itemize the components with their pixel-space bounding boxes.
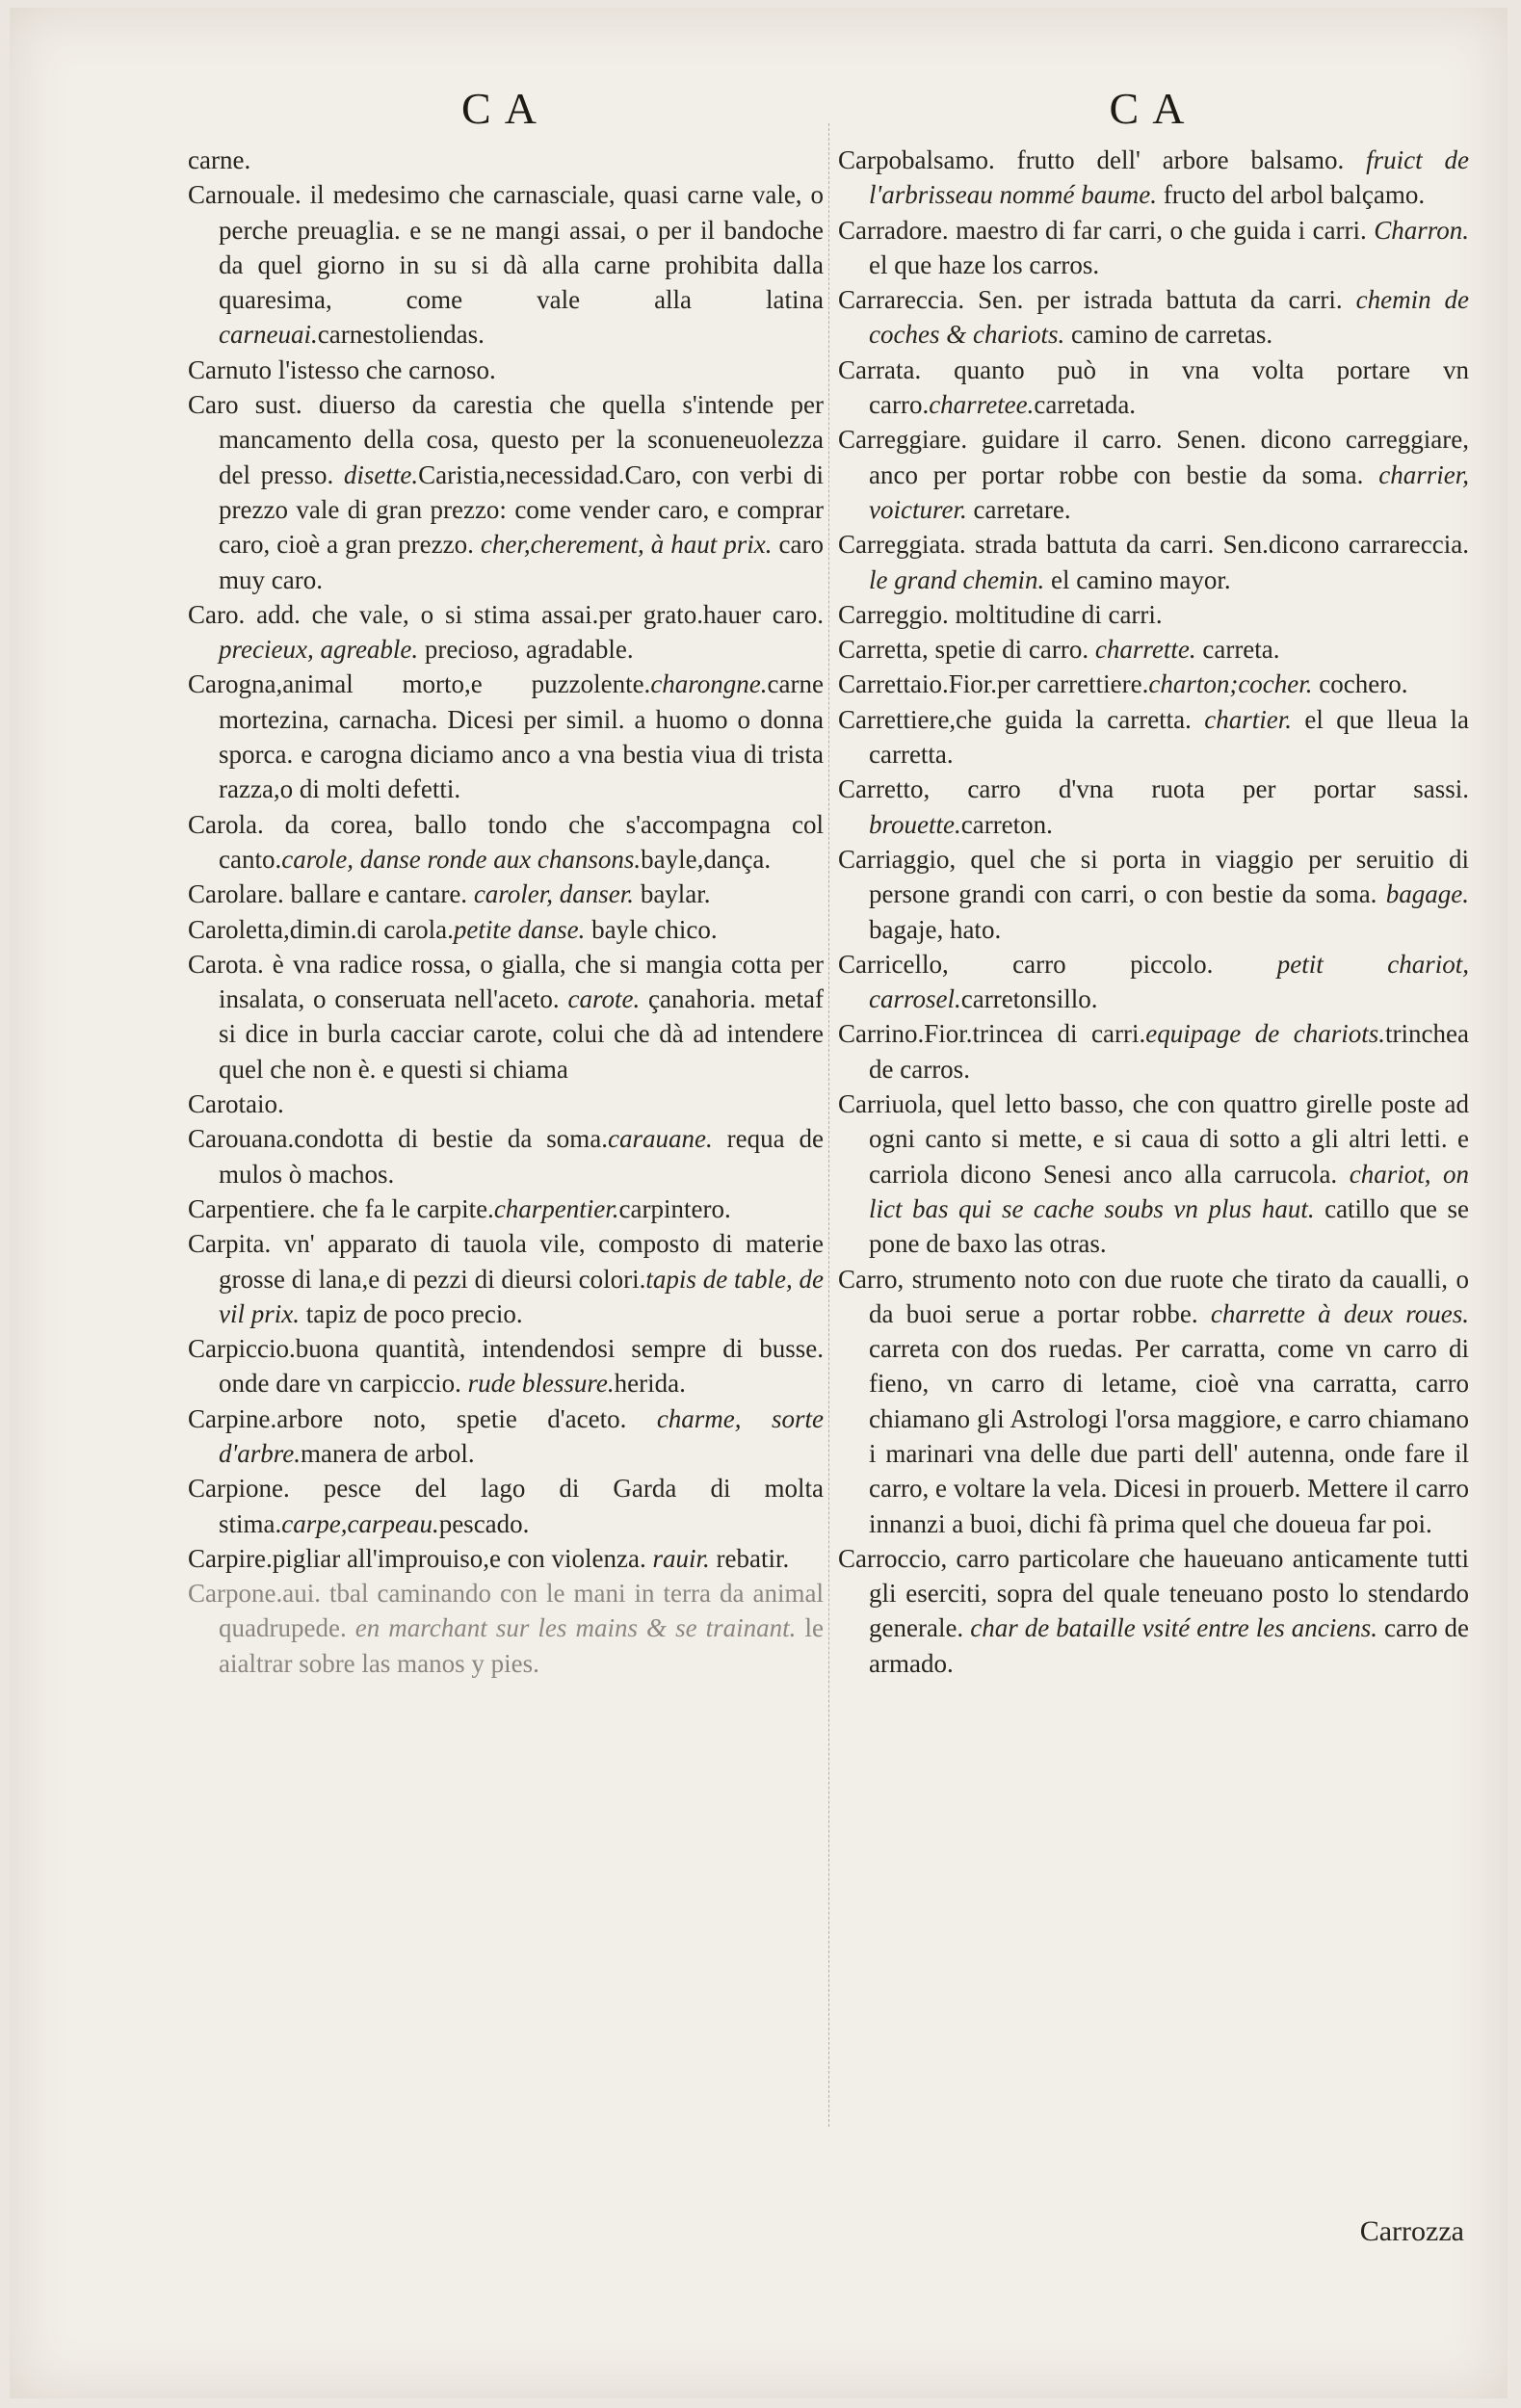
entry-text: Caro. add. che vale, o si stima assai.per grato.hauer caro. xyxy=(188,599,824,629)
entry-text: charme, sorte d'arbre. xyxy=(219,1403,825,1468)
entry-text: Carreggio. moltitudine di carri. xyxy=(838,599,1163,629)
entry-text: Carro, strumento noto con due ruote che tirato da caualli, o da buoi serue a portar robbe. xyxy=(838,1264,1469,1328)
entry-text: Carrata. quanto può in vna volta portare vn carro. xyxy=(838,354,1469,420)
entry-text: en marchant sur les mains & se trainant. xyxy=(346,1613,797,1643)
entry-text: chariot, on lict bas qui se cache soubs vn plus haut. xyxy=(869,1159,1469,1223)
dictionary-entry xyxy=(838,772,1469,842)
right-header: CA xyxy=(1109,84,1198,133)
entry-text: rauir. xyxy=(645,1543,710,1573)
entry-text: cochero. xyxy=(1312,669,1408,699)
dictionary-entry xyxy=(838,632,1469,667)
dictionary-entry xyxy=(188,177,824,352)
entry-text: rebatir. xyxy=(709,1543,790,1573)
entry-text: Carrino.Fior.trincea di carri. xyxy=(838,1019,1146,1049)
entry-text: Carricello, carro piccolo. xyxy=(838,949,1214,979)
entry-text: Charron. xyxy=(1366,215,1469,245)
entry-text: Carrettiere,che guida la carretta. xyxy=(838,704,1192,734)
entry-text: Carpone.aui. tbal caminando con le mani in terra da animal quadrupede. xyxy=(188,1579,824,1643)
entry-text: Carpobalsamo. frutto dell' arbore balsamo. xyxy=(838,145,1345,174)
entry-text: Carpine.arbore noto, spetie d'aceto. xyxy=(188,1403,627,1433)
dictionary-entry xyxy=(188,387,824,597)
dictionary-entry xyxy=(838,143,1469,213)
entry-text: carauane. xyxy=(608,1124,713,1154)
entry-text: carreta con dos ruedas. Per carratta, come vn carro di fieno, vn carro di letame, cioè vna carratta, carro chiamano gli Astrologi l'orsa maggiore, e carro chiamano i marinari vna delle due parti dell' autenna, onde fare il carro, e voltare la vela. Dicesi in prouerb. Mettere il carro innanzi a buoi, dichi fà prima quel che doueua far poi. xyxy=(869,1334,1469,1538)
entry-text: fruict de l'arbrisseau nommé baume. xyxy=(869,145,1469,210)
entry-text: carne mortezina, carnacha. Dicesi per simil. a huomo o donna sporca. e carogna diciamo anco a vna bestia viua di trista razza,o di molti defetti. xyxy=(219,669,824,804)
entry-text: precieux, agreable. xyxy=(219,635,419,665)
dictionary-entry xyxy=(838,702,1469,772)
dictionary-page xyxy=(10,8,1508,2398)
entry-text: equipage de chariots. xyxy=(1145,1019,1386,1049)
dictionary-entry xyxy=(838,353,1469,423)
entry-text: bayle,dança. xyxy=(641,844,772,874)
entry-text: Carreggiata. strada battuta da carri. Sen.dicono carrareccia. xyxy=(838,530,1469,560)
dictionary-entry xyxy=(838,1016,1469,1086)
dictionary-entry xyxy=(188,1086,824,1121)
entry-text: Carnuto l'istesso che carnoso. xyxy=(188,354,496,384)
dictionary-entry xyxy=(188,1121,824,1191)
dictionary-entry xyxy=(838,1086,1469,1261)
dictionary-entry xyxy=(188,1541,824,1576)
entry-text: herida. xyxy=(614,1369,686,1399)
entry-text: Carreggiare. guidare il carro. Senen. dicono carreggiare, anco per portar robbe con bestie da soma. xyxy=(838,425,1469,489)
entry-text: charrier, voicturer. xyxy=(869,459,1470,524)
entry-text: catillo que se pone de baxo las otras. xyxy=(869,1193,1469,1259)
entry-text: pescado. xyxy=(438,1508,530,1538)
entry-text: Carroccio, carro particolare che haueuano anticamente tutti gli eserciti, sopra del quale teneuano posto lo stendardo generale. xyxy=(838,1543,1469,1643)
entry-text: çanahoria. metaf si dice in burla cacciar carote, colui che dà ad intendere quel che non è. e questi si chiama xyxy=(219,984,824,1084)
dictionary-entry xyxy=(838,1541,1469,1681)
left-entries xyxy=(188,143,824,1681)
entry-text: tapis de table, de vil prix. xyxy=(219,1264,824,1328)
entry-text: carpintero. xyxy=(618,1193,731,1223)
dictionary-entry xyxy=(188,1331,824,1401)
entry-text: charongne. xyxy=(650,669,768,699)
dictionary-entry xyxy=(188,947,824,1086)
entry-text: char de bataille vsité entre les anciens. xyxy=(963,1613,1378,1643)
entry-text: carretada. xyxy=(1034,390,1137,420)
entry-text: Carriuola, quel letto basso, che con quattro girelle poste ad ogni canto si mette, e si caua di sotto a gli altri letti. e carriola dicono Senesi anco alla carrucola. xyxy=(838,1089,1469,1189)
entry-text: Caroletta,dimin.di carola. xyxy=(188,914,454,944)
entry-text: charrette. xyxy=(1088,635,1196,665)
entry-text: Carretto, carro d'vna ruota per portar sassi. xyxy=(838,774,1469,804)
entry-text: Carpita. vn' apparato di tauola vile, composto di materie grosse di lana,e di pezzi di dieursi colori. xyxy=(188,1229,824,1294)
entry-text: carnestoliendas. xyxy=(317,320,485,350)
entry-text: Carnouale. il medesimo che carnasciale, quasi carne vale, o perche preuaglia. e se ne mangi assai, o per il bandoche da quel giorno in su si dà alla carne prohibita dalla quaresima, come vale alla latina xyxy=(188,180,824,315)
dictionary-entry xyxy=(188,597,824,667)
entry-text: Carpiccio.buona quantità, intendendosi sempre di busse. onde dare vn carpiccio. xyxy=(188,1334,824,1399)
entry-text: Carola. da corea, ballo tondo che s'accompagna col canto. xyxy=(188,809,824,874)
entry-text: rude blessure. xyxy=(460,1369,615,1399)
entry-text: carote. xyxy=(559,984,641,1014)
entry-text: Carrettaio.Fior.per carrettiere. xyxy=(838,669,1149,699)
entry-text: carro de armado. xyxy=(869,1613,1470,1678)
entry-text: Carradore. maestro di far carri, o che guida i carri. xyxy=(838,215,1367,245)
entry-text: Carpire.pigliar all'improuiso,e con violenza. xyxy=(188,1543,646,1573)
entry-text: le grand chemin. xyxy=(869,564,1045,594)
entry-text: Carpentiere. che fa le carpite. xyxy=(188,1193,494,1223)
entry-text: bayle chico. xyxy=(585,914,718,944)
dictionary-entry xyxy=(838,667,1469,701)
entry-text: charton;cocher. xyxy=(1148,669,1313,699)
entry-text: Carogna,animal morto,e puzzolente. xyxy=(188,669,651,699)
entry-text: carreta. xyxy=(1195,635,1280,665)
dictionary-entry xyxy=(838,213,1469,283)
dictionary-entry xyxy=(188,1226,824,1331)
entry-text: Caro sust. diuerso da carestia che quella s'intende per mancamento della cosa, questo per la sconueneuolezza del presso. xyxy=(188,390,824,489)
entry-text: carpe,carpeau. xyxy=(281,1508,439,1538)
left-header: CA xyxy=(461,84,550,133)
catchword: Carrozza xyxy=(1359,2215,1464,2247)
entry-text: le aialtrar sobre las manos y pies. xyxy=(219,1613,824,1678)
entry-text: brouette. xyxy=(869,809,961,839)
entry-text: charrette à deux roues. xyxy=(1197,1298,1469,1328)
entry-text: camino de carretas. xyxy=(1064,320,1273,350)
entry-text: carretare. xyxy=(966,494,1071,524)
entry-text: bagage. xyxy=(1377,879,1469,909)
dictionary-entry xyxy=(838,947,1469,1017)
dictionary-entry xyxy=(188,912,824,947)
entry-text: chemin de coches & chariots. xyxy=(869,285,1469,350)
entry-text: cher,cherement, à haut prix. xyxy=(473,530,773,560)
column-divider xyxy=(828,123,829,2127)
entry-text: fructo del arbol balçamo. xyxy=(1157,180,1426,210)
entry-text: el que lleua la carretta. xyxy=(869,704,1469,770)
entry-text: requa de mulos ò machos. xyxy=(219,1124,824,1189)
entry-text: disette. xyxy=(333,459,419,489)
entry-text: carole, danse ronde aux chansons. xyxy=(281,844,642,874)
entry-text: charpentier. xyxy=(493,1193,619,1223)
dictionary-entry xyxy=(838,282,1469,353)
dictionary-entry xyxy=(838,597,1469,632)
dictionary-entry xyxy=(188,1401,824,1472)
right-column xyxy=(838,8,1469,1681)
dictionary-entry xyxy=(838,527,1469,597)
entry-text: carreton. xyxy=(960,809,1053,839)
entry-text: Carolare. ballare e cantare. xyxy=(188,879,468,909)
entry-text: Carpione. pesce del lago di Garda di molta stima. xyxy=(188,1474,824,1538)
entry-text: bagaje, hato. xyxy=(869,914,1002,944)
dictionary-entry xyxy=(838,422,1469,527)
entry-text: carne. xyxy=(188,145,251,174)
entry-text: caroler, danser. xyxy=(467,879,635,909)
entry-text: el que haze los carros. xyxy=(869,249,1100,279)
dictionary-entry xyxy=(188,667,824,806)
entry-text: petit chariot, carrosel. xyxy=(869,949,1470,1014)
dictionary-entry xyxy=(188,1191,824,1226)
dictionary-entry xyxy=(188,807,824,877)
entry-text: carretonsillo. xyxy=(960,984,1098,1014)
entry-text: trinchea de carros. xyxy=(869,1019,1469,1084)
entry-text: baylar. xyxy=(634,879,711,909)
entry-text: charretee. xyxy=(929,390,1035,420)
dictionary-entry xyxy=(188,353,824,387)
entry-text: caro muy caro. xyxy=(219,530,824,594)
entry-text: manera de arbol. xyxy=(301,1438,475,1468)
dictionary-entry xyxy=(188,1576,824,1681)
entry-text: tapiz de poco precio. xyxy=(299,1298,523,1328)
dictionary-entry xyxy=(838,1262,1469,1541)
entry-text: precioso, agradable. xyxy=(418,635,634,665)
dictionary-entry xyxy=(838,842,1469,947)
dictionary-entry xyxy=(188,1471,824,1541)
entry-text: Carretta, spetie di carro. xyxy=(838,635,1089,665)
entry-text: Carrareccia. Sen. per istrada battuta da carri. xyxy=(838,285,1343,315)
entry-text: Carota. è vna radice rossa, o gialla, che si mangia cotta per insalata, o conseruata nell'aceto. xyxy=(188,949,824,1014)
left-column xyxy=(188,8,824,1681)
entry-text: Carriaggio, quel che si porta in viaggio per seruitio di persone grandi con carri, o con bestie da soma. xyxy=(838,844,1469,909)
dictionary-entry xyxy=(188,877,824,911)
entry-text: carneuai. xyxy=(219,320,318,350)
entry-text: Carouana.condotta di bestie da soma. xyxy=(188,1124,608,1154)
entry-text: petite danse. xyxy=(453,914,586,944)
entry-text: el camino mayor. xyxy=(1044,564,1231,594)
entry-text: Caristia,necessidad.Caro, con verbi di prezzo vale di gran prezzo: come vender caro, e comprar caro, cioè a gran prezzo. xyxy=(219,459,824,560)
entry-text: Carotaio. xyxy=(188,1089,284,1119)
entry-text: chartier. xyxy=(1191,704,1293,734)
dictionary-entry xyxy=(188,143,824,177)
right-entries xyxy=(838,143,1469,1681)
